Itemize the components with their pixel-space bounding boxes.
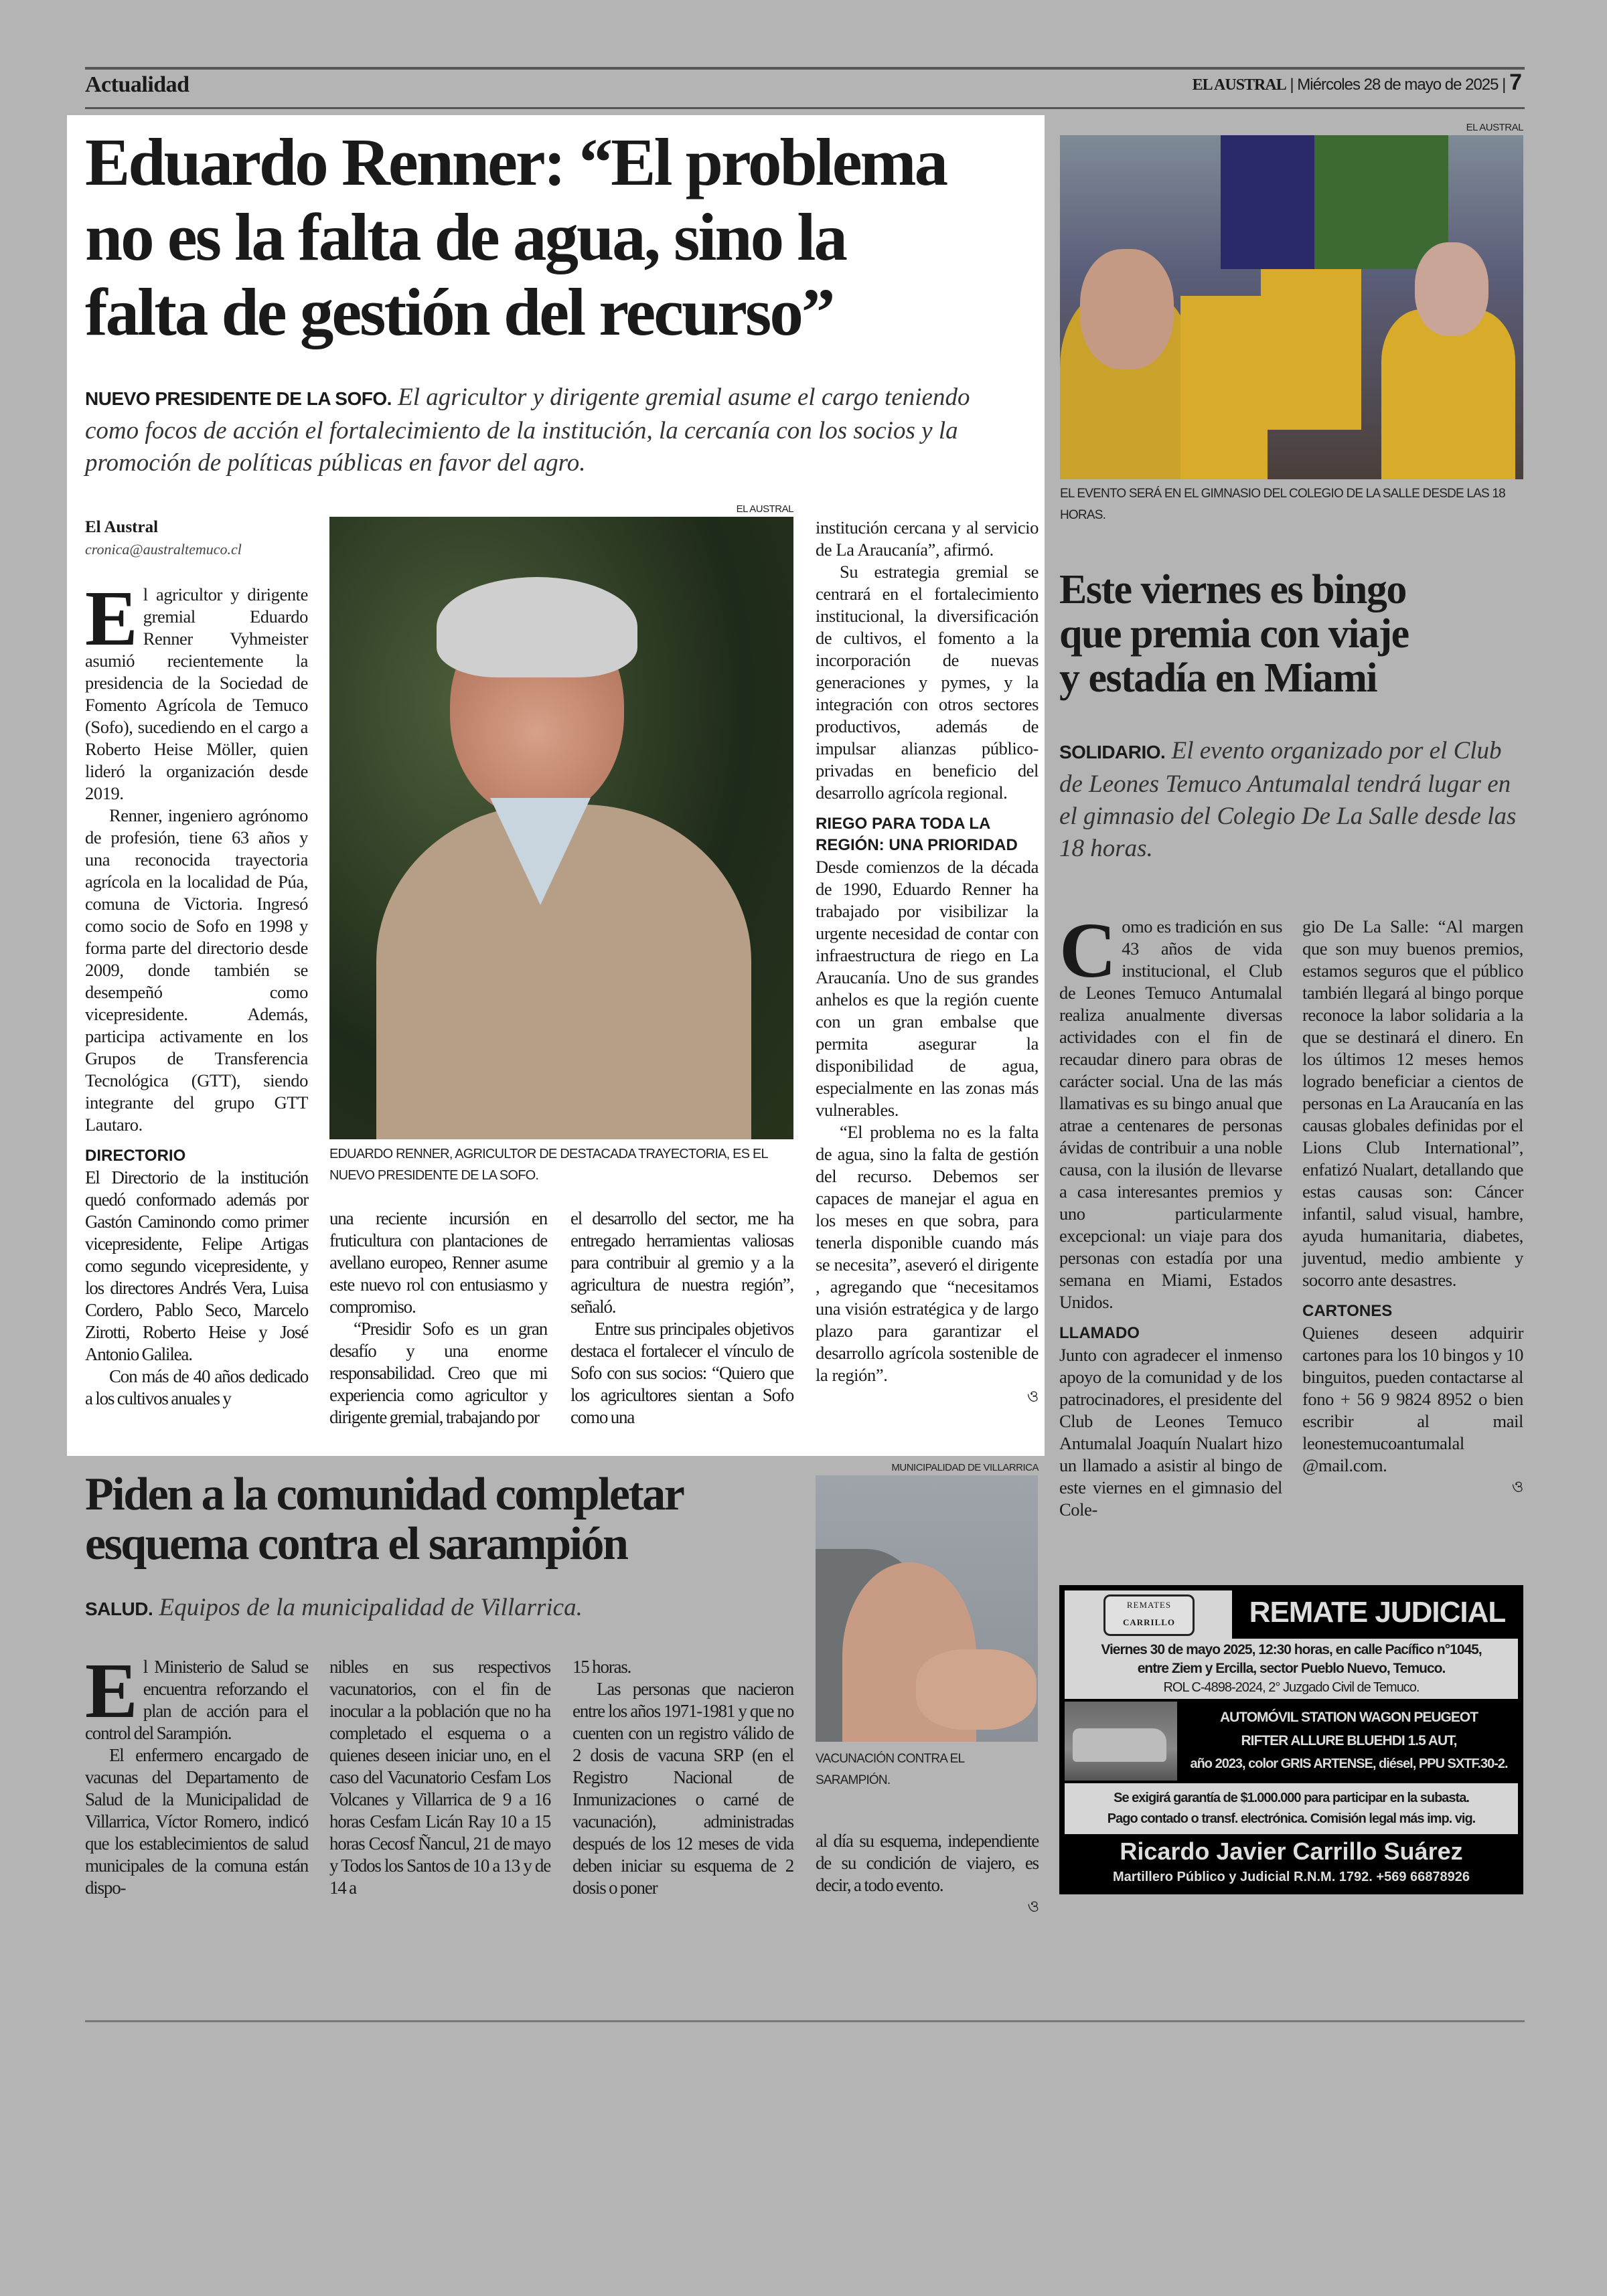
vaccination-photo (816, 1475, 1038, 1742)
deck-text: El evento organizado por el Club de Leones Temuco Antumalal tendrá lugar en el gimnasio del Colegio De La Salle desde las 18 horas. (1059, 737, 1517, 862)
ad-subtitle: Martillero Público y Judicial R.N.M. 1792. +569 66878926 (1112, 1870, 1470, 1884)
bottom-rule (85, 2020, 1525, 2022)
logo-text: CARRILLO (1122, 1617, 1176, 1627)
bingo-photo-credit: EL AUSTRAL (1466, 122, 1523, 133)
ad-vehicle3: año 2023, color GRIS ARTENSE, diésel, PPU SXTF.30-2. (1190, 1756, 1508, 1771)
measles-col4 (816, 1830, 1039, 1918)
drop-cap: C (1059, 906, 1117, 994)
bingo-deck (1059, 735, 1525, 865)
end-mark-icon: ও (1027, 1898, 1039, 1916)
end-mark-icon: ও (1026, 1388, 1039, 1406)
measles-headline (85, 1470, 683, 1569)
header-rule (85, 107, 1525, 109)
deck-label: SOLIDARIO. (1059, 742, 1166, 762)
paragraph: Con más de 40 años dedicado a los cultivos anuales y (85, 1366, 308, 1408)
paragraph: al día su esquema, independiente de su condición de viajero, es decir, a todo evento. (816, 1831, 1039, 1895)
paragraph: nibles en sus respectivos vacunatorios, con el fin de inocular a la población que no ha completado el esquema o a quienes deseen iniciar uno, en el caso del Vacunatorio Cesfam Los Volcanes y Villarrica de 9 a 16 horas Cesfam Licán Ray 10 a 15 horas Cecosf Ñancul, 21 de mayo y Todos los Santos de 10 a 13 y de 14 a (329, 1657, 550, 1898)
paragraph: El Directorio de la institución quedó conformado además por Gastón Caminondo como primer vicepresidente, Felipe Artigas como segundo vicepresidente, y los directores Andrés Vera, Luisa Cordero, Pablo Seco, Marcelo Zirotti, Roberto Heise y José Antonio Galilea. (85, 1167, 308, 1364)
folio-paper: EL AUSTRAL (1192, 76, 1286, 94)
ad-line1: Viernes 30 de mayo 2025, 12:30 horas, en calle Pacífico n°1045, (1101, 1642, 1482, 1657)
paragraph: una reciente incursión en fruticultura con plantaciones de avellano europeo, Renner asume este nuevo rol con entusiasmo y compromiso. (329, 1208, 547, 1317)
byline: El Austral (85, 518, 159, 536)
page-folio: EL AUSTRAL | Miércoles 28 de mayo de 2025 | 7 (1192, 70, 1521, 95)
remates-carrillo-logo (1103, 1594, 1195, 1636)
paragraph: omo es tradición en sus 43 años de vida institucional, el Club de Leones Temuco Antumalal realiza anualmente diversas actividades con el fin de recaudar dinero para obras de carácter social. Una de las más llamativas es su bingo anual que atrae a centenares de personas ávidas de contribuir a una noble causa, con la ilusión de llevarse a casa interesantes premios y uno particularmente excepcional: un viaje para dos personas con estadía por una semana en Miami, Estados Unidos. (1059, 916, 1282, 1312)
ad-terms2: Pago contado o transf. electrónica. Comisión legal más imp. vig. (1107, 1811, 1476, 1826)
drop-cap: E (85, 574, 138, 662)
ad-title: REMATE JUDICIAL (1249, 1596, 1506, 1629)
drop-cap: E (85, 1647, 138, 1734)
bingo-headline (1059, 568, 1409, 700)
paragraph: gio De La Salle: “Al margen que son muy buenos premios, estamos seguros que el público también llegará al bingo porque reconoce la labor solidaria a la que se destinará el dinero. En los últimos 12 meses hemos logrado beneficiar a cientos de personas en La Araucanía en las causas globales definidas por el Lions Club International”, enfatizó Nualart, detallando que estas causas son: Cáncer infantil, salud visual, hambre, ayuda humanitaria, diabetes, juventud, medio ambiente y socorro ante desastres. (1302, 916, 1523, 1290)
main-col1 (85, 574, 308, 1410)
headline-line: que premia con viaje (1059, 611, 1409, 657)
paragraph: “Presidir Sofo es un gran desafío y una enorme responsabilidad. Creo que mi experiencia como agricultor y dirigente gremial, trabajando por (329, 1319, 547, 1427)
deck-label: NUEVO PRESIDENTE DE LA SOFO. (85, 388, 392, 409)
measles-col1 (85, 1647, 308, 1899)
paragraph: El enfermero encargado de vacunas del Departamento de Salud de la Municipalidad de Villarrica, Víctor Romero, indicó que los establecimientos de salud municipales de la comuna están dispo- (85, 1745, 308, 1898)
paragraph: Entre sus principales objetivos destaca el fortalecer el vínculo de Sofo con sus socios: “Quiero que los agricultores sientan a Sofo como una (570, 1319, 793, 1427)
headline-line: no es la falta de agua, sino la (85, 199, 846, 274)
deck-label: SALUD. (85, 1598, 153, 1619)
ad-vehicle2: RIFTER ALLURE BLUEHDI 1.5 AUT, (1241, 1733, 1457, 1748)
headline-line: falta de gestión del recurso” (85, 274, 834, 349)
headline-line: Este viernes es bingo (1059, 567, 1406, 612)
measles-photo-credit: MUNICIPALIDAD DE VILLARRICA (891, 1462, 1039, 1473)
ad-vehicle1: AUTOMÓVIL STATION WAGON PEUGEOT (1219, 1710, 1478, 1725)
main-col1-top (85, 574, 308, 1136)
ad-terms-box (1065, 1783, 1518, 1834)
main-col1-bottom (85, 1145, 308, 1410)
main-headline (85, 125, 946, 349)
main-col3-bottom (570, 1208, 793, 1428)
ad-line2: entre Ziem y Ercilla, sector Pueblo Nuevo, Temuco. (1137, 1661, 1446, 1676)
subheading: CARTONES (1302, 1302, 1393, 1320)
measles-deck (85, 1592, 795, 1625)
judicial-auction-ad (1059, 1585, 1523, 1894)
measles-col3 (572, 1656, 793, 1899)
ad-line3: ROL C-4898-2024, 2° Juzgado Civil de Temuco. (1163, 1680, 1420, 1695)
paragraph: Su estrategia gremial se centrará en el fortalecimiento institucional, la diversificación de cultivos, el fomento a la incorporación de nuevas generaciones y pymes, y la integración con otros sectores productivos, además de impulsar alianzas público-privadas en beneficio del desarrollo agrícola regional. (816, 562, 1039, 803)
main-col4 (816, 517, 1039, 1408)
subheading: RIEGO PARA TODA LA REGIÓN: UNA PRIORIDAD (816, 815, 1018, 854)
paragraph: “El problema no es la falta de agua, sino la falta de gestión del recurso. Debemos ser capaces de manejar el agua en los meses en que sobra, para tenerla disponible cuando más se necesita”, aseveró el dirigente , agregando que “necesitamos una visión estratégica y de largo plazo para garantizar el desarrollo agrícola sostenible de la región”. (816, 1122, 1039, 1385)
ad-info-box (1065, 1639, 1518, 1699)
paragraph: Renner, ingeniero agrónomo de profesión, tiene 63 años y una reconocida trayectoria agrícola en la localidad de Púa, comuna de Victoria. Ingresó como socio de Sofo en 1998 y forma parte del directorio desde 2009, donde también se desempeñó como vicepresidente. Además, participa activamente en los Grupos de Transferencia Tecnológica (GTT), siendo integrante del grupo GTT Lautaro. (85, 805, 308, 1135)
paragraph: 15 horas. (572, 1657, 631, 1677)
paragraph: Desde comienzos de la década de 1990, Eduardo Renner ha trabajado por visibilizar la urgente necesidad de contar con infraestructura de riego en La Araucanía. Uno de sus grandes anhelos es que la región cuente con un gran embalse que permita asegurar la disponibilidad de agua, especialmente en las zonas más vulnerables. (816, 857, 1039, 1120)
deck-text: Equipos de la municipalidad de Villarrica. (159, 1594, 583, 1621)
measles-col2 (329, 1656, 550, 1899)
renner-photo (329, 517, 793, 1139)
measles-photo-caption: VACUNACIÓN CONTRA EL SARAMPIÓN. (816, 1752, 964, 1787)
subheading: LLAMADO (1059, 1324, 1140, 1342)
end-mark-icon: ও (1511, 1479, 1523, 1496)
bingo-photo-caption: EL EVENTO SERÁ EN EL GIMNASIO DEL COLEGIO DE LA SALLE DESDE LAS 18 HORAS. (1060, 487, 1505, 522)
headline-line: esquema contra el sarampión (85, 1518, 627, 1570)
section-label: Actualidad (85, 72, 189, 97)
ad-name: Ricardo Javier Carrillo Suárez (1120, 1837, 1463, 1865)
photo-credit: EL AUSTRAL (736, 503, 793, 515)
paragraph: institución cercana y al servicio de La Araucanía”, afirmó. (816, 517, 1039, 560)
page-number: 7 (1509, 70, 1521, 95)
headline-line: Eduardo Renner: “El problema (85, 125, 947, 199)
logo-text: REMATES (1126, 1600, 1172, 1610)
main-deck (85, 382, 1029, 479)
car-photo (1065, 1702, 1177, 1781)
paragraph: Las personas que nacieron entre los años 1971-1981 y que no cuenten con un registro válido de 2 dosis de vacuna SRP (en el Registro Nacional de Inmunizaciones o carné de vacunación), administradas después de los 12 meses de vida deben iniciar su esquema de 2 dosis o poner (572, 1679, 793, 1898)
bingo-col2 (1302, 916, 1523, 1499)
ad-vehicle-text (1180, 1706, 1518, 1776)
lions-club-photo (1060, 135, 1523, 479)
paragraph: Quienes deseen adquirir cartones para los 10 bingos y 10 binguitos, pueden contactarse al fono + 56 9 9824 8952 o bien escribir al mail leonestemucoantumalal @mail.com. (1302, 1323, 1523, 1475)
headline-line: y estadía en Miami (1059, 655, 1377, 701)
deck-text: El agricultor y dirigente gremial asume el cargo teniendo como focos de acción el fortalecimiento de la institución, la cercanía con los socios y la promoción de políticas públicas en favor del agro. (85, 384, 970, 477)
byline-email: cronica@australtemuco.cl (85, 541, 242, 558)
subheading: DIRECTORIO (85, 1147, 186, 1165)
folio-date: Miércoles 28 de mayo de 2025 (1297, 76, 1499, 94)
paragraph: l agricultor y dirigente gremial Eduardo Renner Vyhmeister asumió recientemente la presidencia de la Sociedad de Fomento Agrícola de Temuco (Sofo), sucediendo en el cargo a Roberto Heise Möller, quien lideró la organización desde 2019. (85, 584, 308, 803)
paragraph: el desarrollo del sector, me ha entregado herramientas valiosas para contribuir al gremio y a la agricultura de nuestra región”, señaló. (570, 1208, 793, 1317)
main-col2-bottom (329, 1208, 547, 1428)
paragraph: Junto con agradecer el inmenso apoyo de la comunidad y de los patrocinadores, el presidente del Club de Leones Temuco Antumalal Joaquín Nualart hizo un llamado a asistir al bingo de este viernes en el gimnasio del Cole- (1059, 1345, 1282, 1520)
paragraph: l Ministerio de Salud se encuentra reforzando el plan de acción para el control del Sarampión. (85, 1657, 308, 1743)
headline-line: Piden a la comunidad completar (85, 1469, 684, 1520)
photo-caption: EDUARDO RENNER, AGRICULTOR DE DESTACADA TRAYECTORIA, ES EL NUEVO PRESIDENTE DE LA SOFO. (329, 1147, 768, 1183)
bingo-col1 (1059, 906, 1282, 1521)
ad-terms1: Se exigirá garantía de $1.000.000 para participar en la subasta. (1114, 1791, 1469, 1805)
